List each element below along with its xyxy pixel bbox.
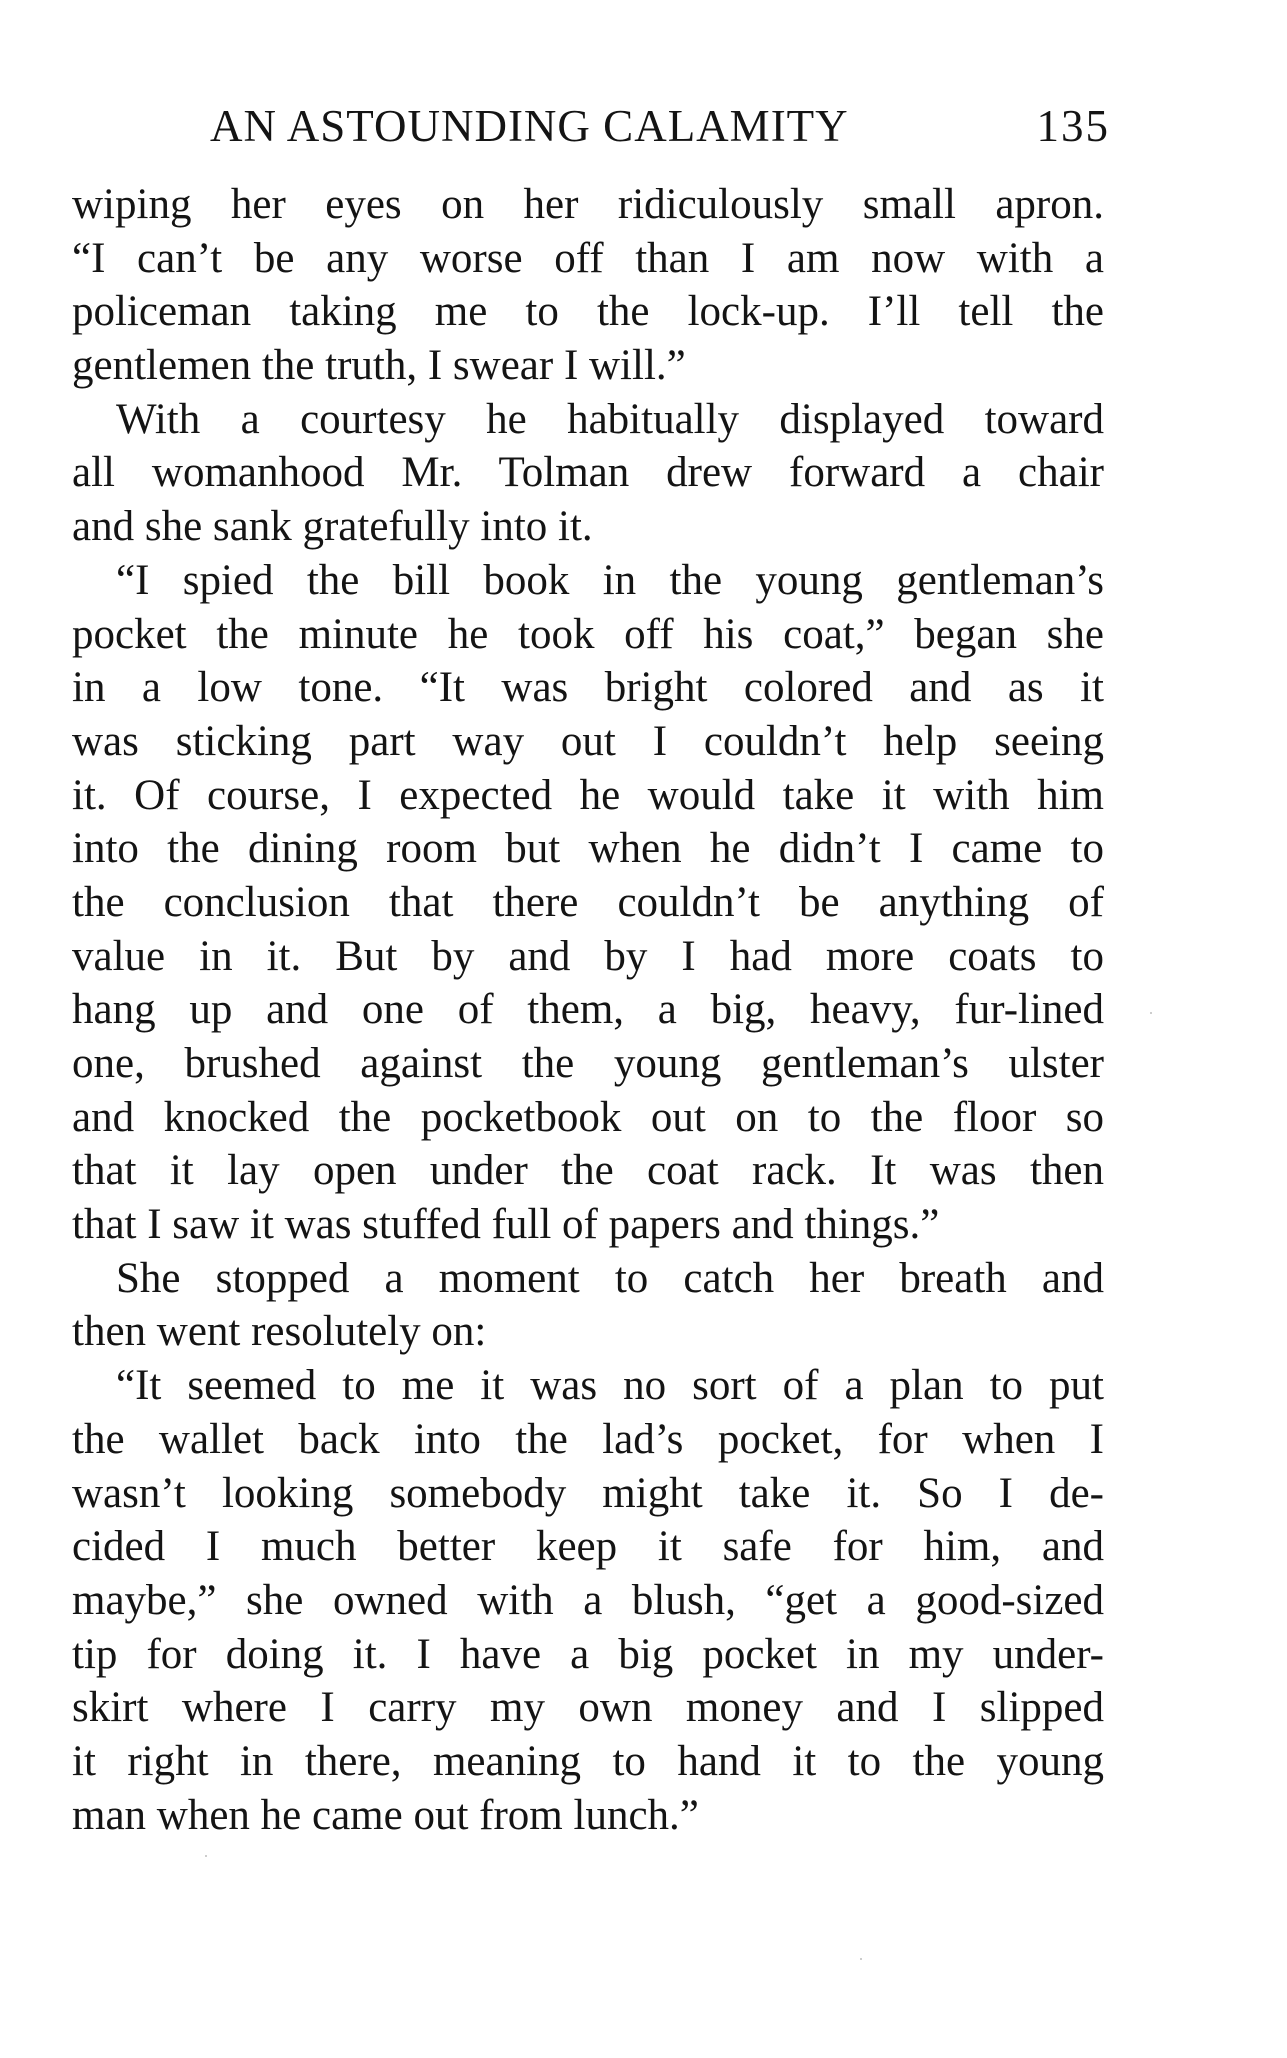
text-line: was sticking part way out I couldn’t help seeing xyxy=(72,717,1104,765)
text-line: and knocked the pocketbook out on to the floor so xyxy=(72,1093,1104,1141)
text-line: that I saw it was stuffed full of papers and things.” xyxy=(72,1201,940,1249)
text-line: into the dining room but when he didn’t I came to xyxy=(72,825,1104,873)
paper-speck xyxy=(1150,1012,1152,1014)
text-line: gentlemen the truth, I swear I will.” xyxy=(72,342,686,390)
paragraph-start-line: She stopped a moment to catch her breath and xyxy=(116,1254,1104,1302)
text-line: and she sank gratefully into it. xyxy=(72,503,593,551)
text-line: policeman taking me to the lock-up. I’ll tell the xyxy=(72,288,1104,336)
text-line: tip for doing it. I have a big pocket in my under- xyxy=(72,1630,1104,1678)
text-line: man when he came out from lunch.” xyxy=(72,1791,699,1839)
text-line: it. Of course, I expected he would take it with him xyxy=(72,771,1104,819)
paper-speck xyxy=(860,1958,862,1960)
text-line: pocket the minute he took off his coat,” began she xyxy=(72,610,1104,658)
text-line: all womanhood Mr. Tolman drew forward a chair xyxy=(72,449,1104,497)
paragraph-start-line: With a courtesy he habitually displayed toward xyxy=(116,395,1104,443)
chapter-title: AN ASTOUNDING CALAMITY xyxy=(210,101,849,151)
text-line: wiping her eyes on her ridiculously small apron. xyxy=(72,181,1104,228)
text-line: in a low tone. “It was bright colored and as it xyxy=(72,664,1104,712)
text-line: the wallet back into the lad’s pocket, for when I xyxy=(72,1415,1104,1463)
text-line: it right in there, meaning to hand it to the young xyxy=(72,1737,1104,1785)
text-line: value in it. But by and by I had more coats to xyxy=(72,932,1104,980)
text-line: the conclusion that there couldn’t be anything of xyxy=(72,878,1104,926)
body-text xyxy=(72,178,1104,1842)
text-line: “I can’t be any worse off than I am now with a xyxy=(72,234,1104,282)
text-line: wasn’t looking somebody might take it. So I de- xyxy=(72,1469,1104,1517)
text-line: hang up and one of them, a big, heavy, fur-lined xyxy=(72,986,1104,1034)
text-line: then went resolutely on: xyxy=(72,1308,487,1356)
running-head xyxy=(210,100,1110,160)
paragraph-start-line: “I spied the bill book in the young gentleman’s xyxy=(116,556,1104,604)
text-line: cided I much better keep it safe for him, and xyxy=(72,1523,1104,1571)
text-line: that it lay open under the coat rack. It was then xyxy=(72,1147,1104,1195)
paper-speck xyxy=(205,1855,207,1857)
text-line: skirt where I carry my own money and I slipped xyxy=(72,1684,1104,1732)
page-number: 135 xyxy=(1036,101,1110,151)
paragraph-start-line: “It seemed to me it was no sort of a plan to put xyxy=(116,1362,1104,1410)
text-line: maybe,” she owned with a blush, “get a good-sized xyxy=(72,1576,1104,1624)
text-line: one, brushed against the young gentleman’s ulster xyxy=(72,1040,1104,1087)
